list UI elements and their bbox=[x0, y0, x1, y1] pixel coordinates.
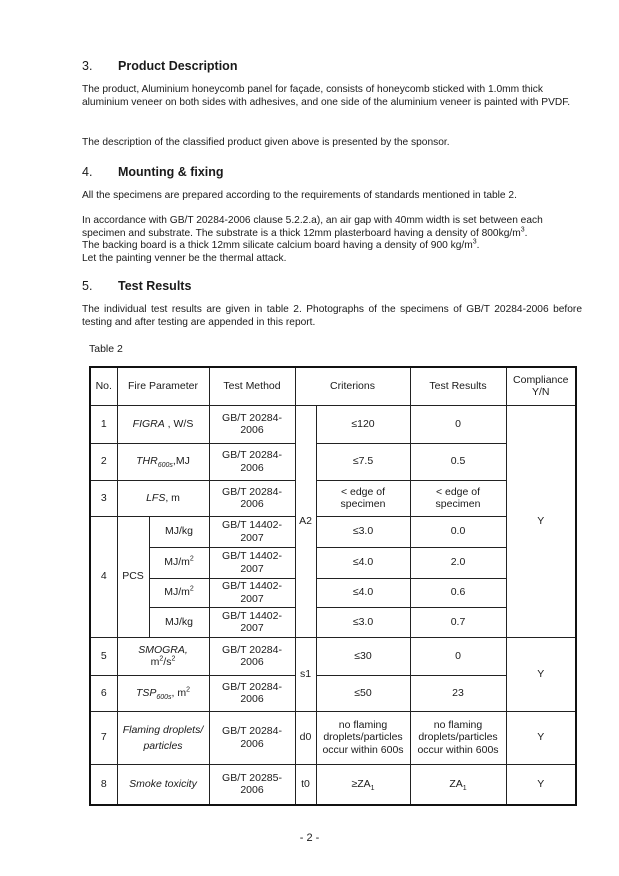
table-caption: Table 2 bbox=[89, 343, 123, 355]
header-test-results: Test Results bbox=[410, 367, 506, 405]
compliance-s1: Y bbox=[506, 637, 576, 711]
table-row: 3 LFS, m GB/T 20284-2006 < edge of specimen < edge of specimen bbox=[90, 480, 576, 516]
header-no: No. bbox=[90, 367, 117, 405]
compliance-a2: Y bbox=[506, 405, 576, 637]
table-header-row bbox=[90, 367, 576, 405]
table-row: 5 SMOGRA, $m^2/s^2$ GB/T 20284-2006 s1 ≤30 0 Y bbox=[90, 637, 576, 675]
table-row: 1 FIGRA , W/S GB/T 20284-2006 A2 ≤120 0 Y bbox=[90, 405, 576, 443]
table-row: 6 $TSP_{600s}$, $m^2$ GB/T 20284-2006 ≤50 23 bbox=[90, 675, 576, 711]
section-3-heading: 3. Product Description bbox=[82, 59, 238, 73]
section-4-heading: 4. Mounting & fixing bbox=[82, 165, 224, 179]
table-row: 7 Flaming droplets/ particles GB/T 20284-2006 d0 no flaming droplets/particles occur within 600s no flaming droplets/particles occur within 600s Y bbox=[90, 711, 576, 764]
section-3-sponsor-note: The description of the classified product given above is presented by the sponsor. bbox=[82, 137, 450, 148]
table-row: 8 Smoke toxicity GB/T 20285-2006 t0 $\ge ZA_1$ $ZA_1$ Y bbox=[90, 764, 576, 805]
class-a2: A2 bbox=[295, 405, 316, 637]
section-5-heading: 5. Test Results bbox=[82, 279, 192, 293]
header-criterions: Criterions bbox=[295, 367, 410, 405]
table-row: 4 PCS MJ/kg GB/T 14402-2007 ≤3.0 0.0 bbox=[90, 516, 576, 547]
header-compliance: Compliance Y/N bbox=[506, 367, 576, 405]
table-row: MJ/kg GB/T 14402-2007 ≤3.0 0.7 bbox=[90, 607, 576, 637]
table-row: $MJ/m^2$ GB/T 14402-2007 ≤4.0 2.0 bbox=[90, 547, 576, 578]
results-table bbox=[89, 366, 577, 806]
table-row: 2 $THR_{600s},MJ$ GB/T 20284-2006 ≤7.5 0.5 bbox=[90, 443, 576, 480]
page-number: - 2 - bbox=[299, 832, 320, 844]
section-4-paragraph: All the specimens are prepared according to the requirements of standards mentioned in table 2. bbox=[82, 190, 517, 201]
section-5-paragraph: The individual test results are given in table 2. Photographs of the specimens of GB/T 20284-2006 before testing and after testing are appended in this report. bbox=[82, 304, 582, 328]
class-s1: s1 bbox=[295, 637, 316, 711]
section-4-mounting-text: In accordance with GB/T 20284-2006 clause 5.2.2.a), an air gap with 40mm width is set between each specimen and substrate. The substrate is a thick 12mm plasterboard having a density of $800kg/m^3$. The backing board is a thick 12mm silicate calcium board having a density of 900 $kg/m^3$. Let the painting venner be the thermal attack. bbox=[82, 215, 543, 264]
pcs-label: PCS bbox=[117, 516, 149, 637]
header-test-method: Test Method bbox=[209, 367, 295, 405]
header-fire-parameter: Fire Parameter bbox=[117, 367, 209, 405]
section-3-paragraph: The product, Aluminium honeycomb panel for façade, consists of honeycomb sticked with 1.0mm thick aluminium veneer on both sides with adhesives, and one side of the aluminium veneer is painted with PVDF. bbox=[82, 84, 571, 108]
table-row: $MJ/m^2$ GB/T 14402-2007 ≤4.0 0.6 bbox=[90, 578, 576, 607]
